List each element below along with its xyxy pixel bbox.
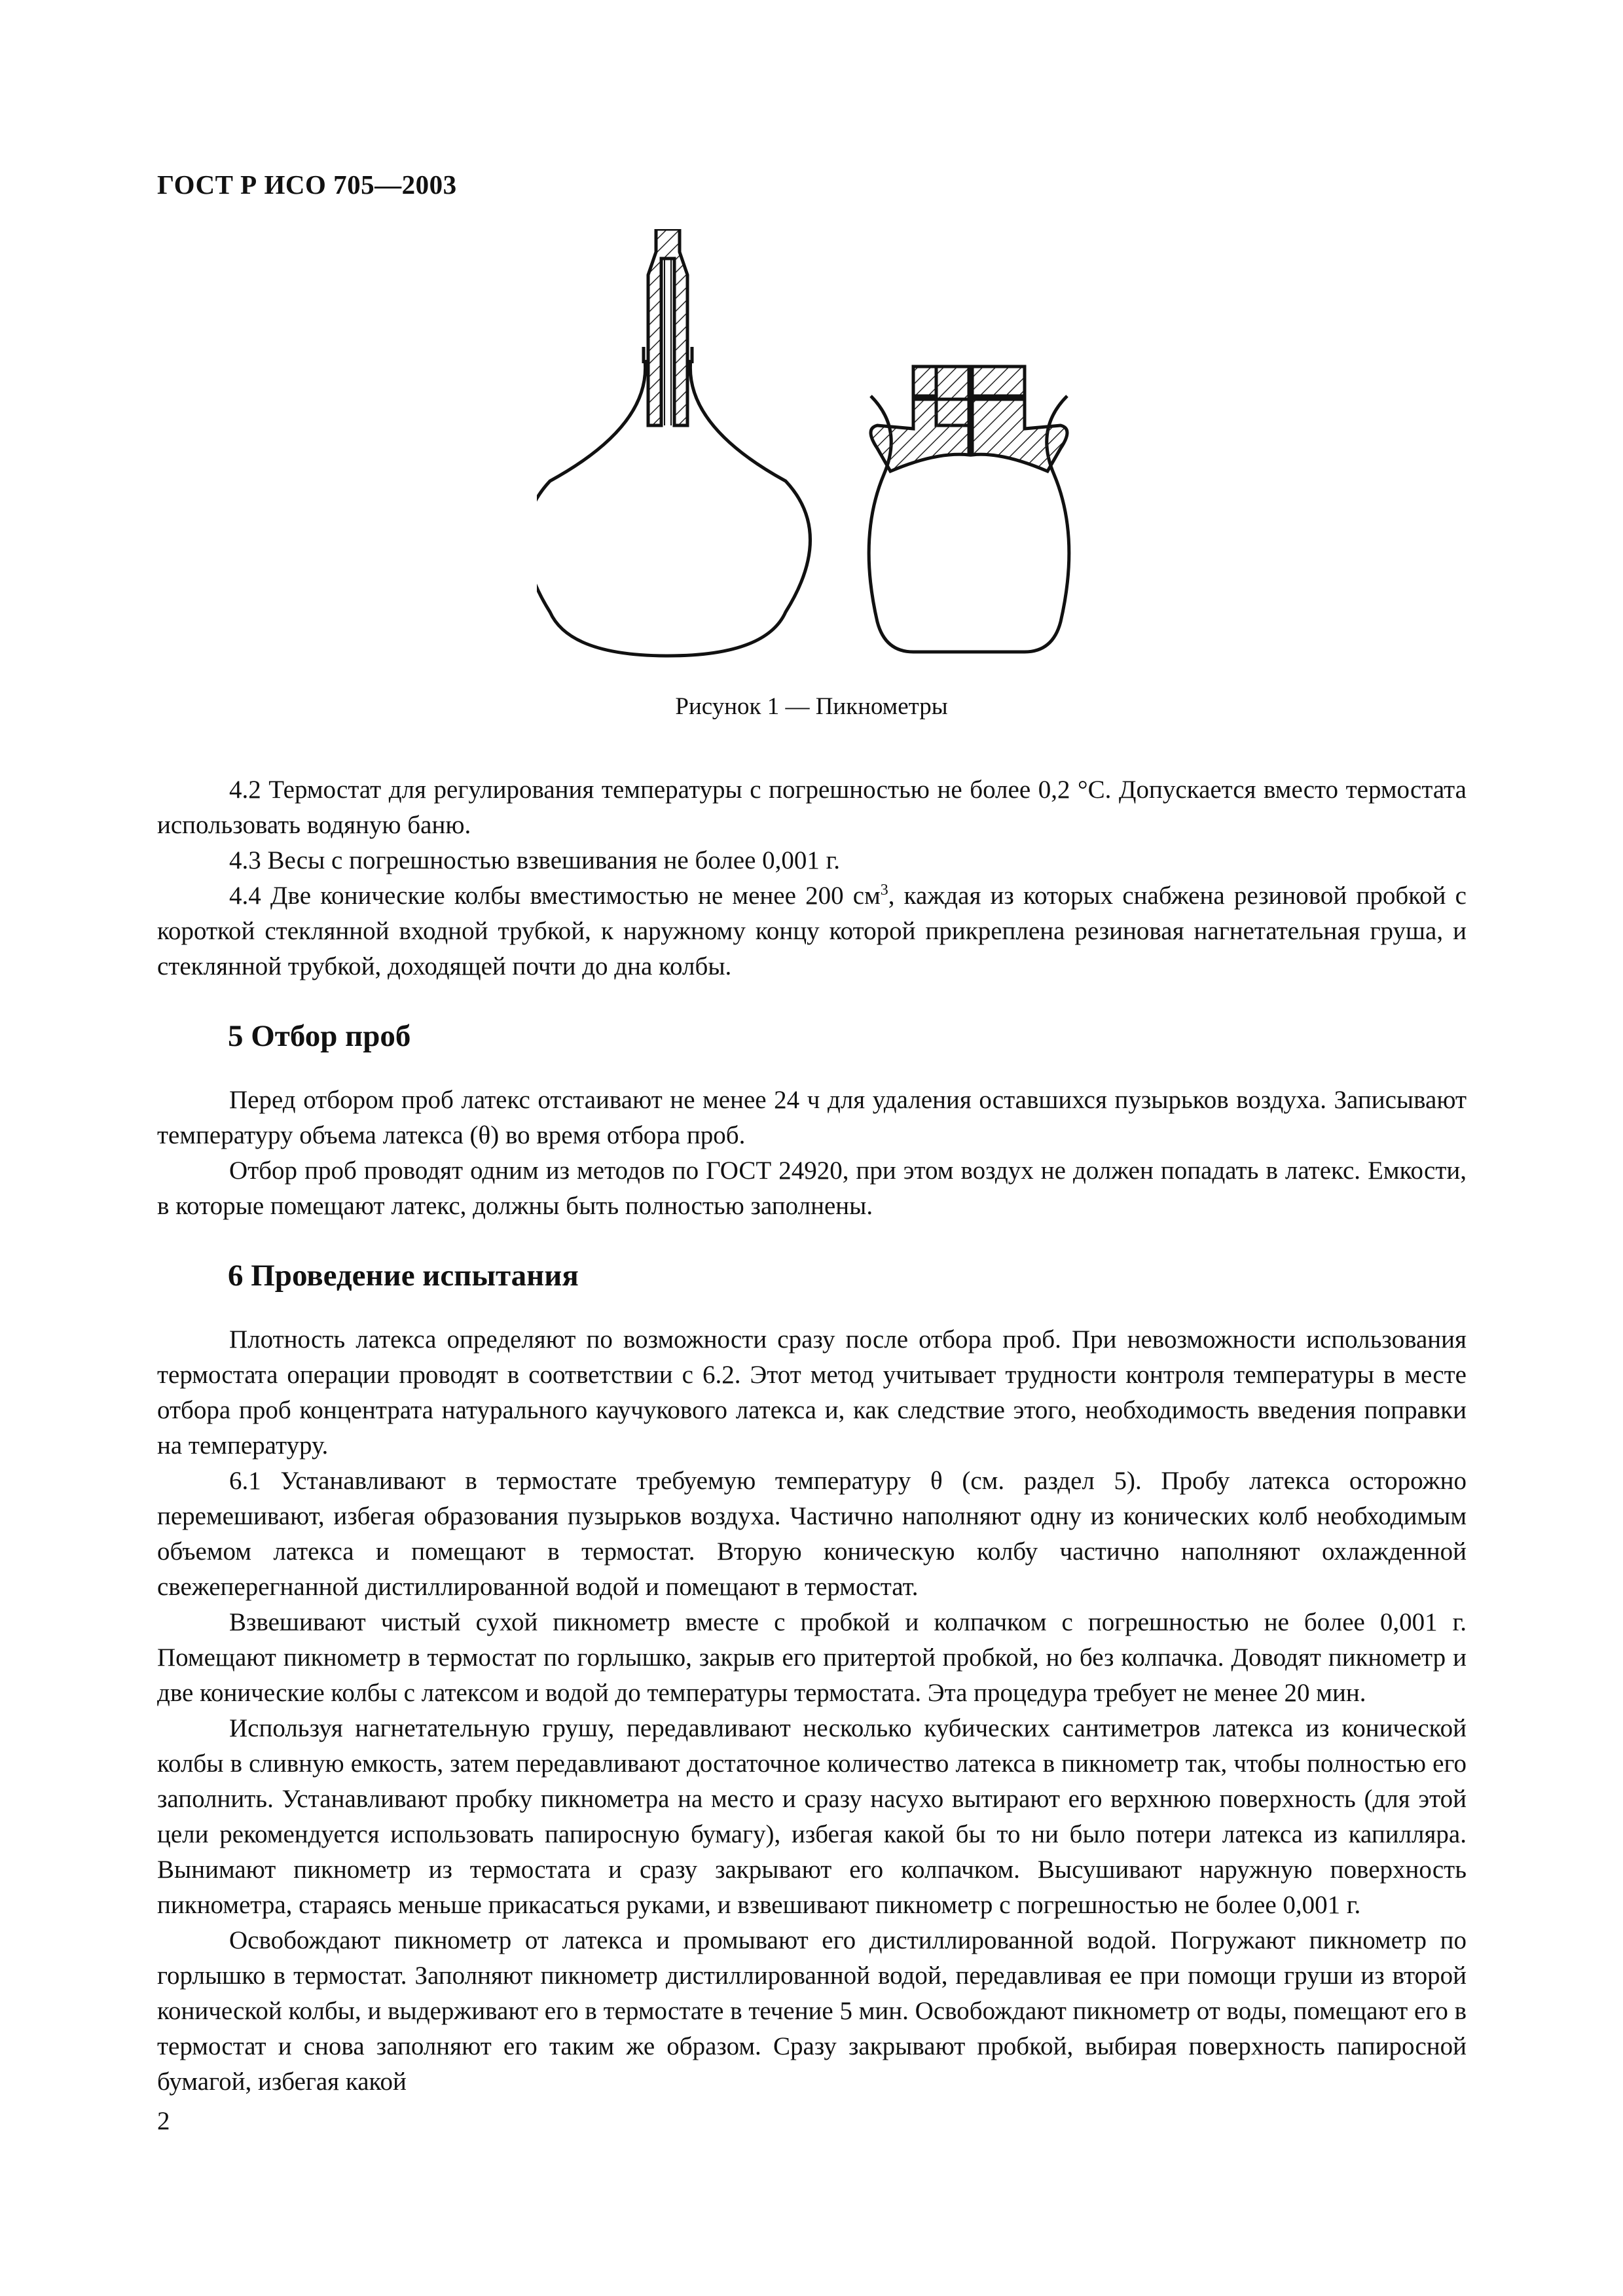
section-6-paragraph-1: Плотность латекса определяют по возможности сразу после отбора проб. При невозможности использования термостата операции проводят в соответствии с 6.2. Этот метод учитывает трудности контроля температуры в месте отбора проб концентрата натурального каучукового латекса и, как следствие этого, необходимость введения поправки на температуру. xyxy=(157,1325,1467,1460)
figure-caption: Рисунок 1 — Пикнометры xyxy=(675,693,948,720)
page-number: 2 xyxy=(157,2107,170,2135)
pycnometers-drawing xyxy=(537,229,1074,674)
section-5-paragraph-1: Перед отбором проб латекс отстаивают не менее 24 ч для удаления оставшихся пузырьков воздуха. Записывают температуру объема латекса (θ) во время отбора проб. xyxy=(157,1086,1467,1149)
section-6-paragraph-2: 6.1 Устанавливают в термостате требуемую температуру θ (см. раздел 5). Пробу латекса осторожно перемешивают, избегая образования пузырьков воздуха. Частично наполняют одну из конических колб необходимым объемом латекса и помещают в термостат. Вторую коническую колбу частично наполняют охлажденной свежеперегнанной дистиллированной водой и помещают в термостат. xyxy=(157,1467,1467,1601)
paragraph-4-4-start: 4.4 Две конические колбы вместимостью не менее 200 см xyxy=(229,882,881,910)
section-6-paragraph-3: Взвешивают чистый сухой пикнометр вместе с пробкой и колпачком с погрешностью не более 0,001 г. Помещают пикнометр в термостат по горлышко, закрыв его притертой пробкой, но без колпачка. Доводят пикнометр и две конические колбы с латексом и водой до температуры термостата. Эта процедура требует не менее 20 мин. xyxy=(157,1608,1467,1707)
standard-header: ГОСТ Р ИСО 705—2003 xyxy=(157,170,457,200)
paragraph-4-4 xyxy=(157,878,1467,984)
section-6-paragraph-5: Освобождают пикнометр от латекса и промывают его дистиллированной водой. Погружают пикнометр по горлышко в термостат. Заполняют пикнометр дистиллированной водой, передавливая ее при помощи груши из второй конической колбы, и выдерживают его в термостате в течение 5 мин. Освобождают пикнометр от воды, помещают его в термостат и снова заполняют его таким же образом. Сразу закрывают пробкой, выбирая поверхность папиросной бумагой, избегая какой xyxy=(157,1926,1467,2096)
pycnometer-figure xyxy=(537,229,1074,674)
document-body xyxy=(157,772,1467,2100)
right-pycnometer xyxy=(869,367,1069,652)
paragraph-4-3: 4.3 Весы с погрешностью взвешивания не более 0,001 г. xyxy=(229,846,840,874)
section-6-paragraph-4: Используя нагнетательную грушу, передавливают несколько кубических сантиметров латекса из конической колбы в сливную емкость, затем передавливают достаточное количество латекса в пикнометр так, чтобы полностью его заполнить. Устанавливают пробку пикнометра на место и сразу насухо вытирают его верхнюю поверхность (для этой цели рекомендуется использовать папиросную бумагу), избегая какой бы то ни было потери латекса из капилляра. Вынимают пикнометр из термостата и сразу закрывают его колпачком. Высушивают наружную поверхность пикнометра, стараясь меньше прикасаться руками, и взвешивают пикнометр с погрешностью не более 0,001 г. xyxy=(157,1714,1467,1919)
paragraph-4-2: 4.2 Термостат для регулирования температуры с погрешностью не более 0,2 °С. Допускается вместо термостата использовать водяную баню. xyxy=(157,776,1467,839)
section-5-heading: 5 Отбор проб xyxy=(228,1019,411,1053)
paragraph-4-4-end: , каждая из которых снабжена резиновой пробкой с короткой стеклянной входной трубкой, к наружному концу которой прикреплена резиновая нагнетательная груша, и стеклянной трубкой, доходящей почти до дна колбы. xyxy=(157,882,1467,980)
section-5-paragraph-2: Отбор проб проводят одним из методов по ГОСТ 24920, при этом воздух не должен попадать в латекс. Емкости, в которые помещают латекс, должны быть полностью заполнены. xyxy=(157,1157,1467,1220)
cubic-superscript: 3 xyxy=(880,882,888,899)
left-pycnometer xyxy=(537,229,811,656)
section-6-heading: 6 Проведение испытания xyxy=(228,1259,579,1293)
